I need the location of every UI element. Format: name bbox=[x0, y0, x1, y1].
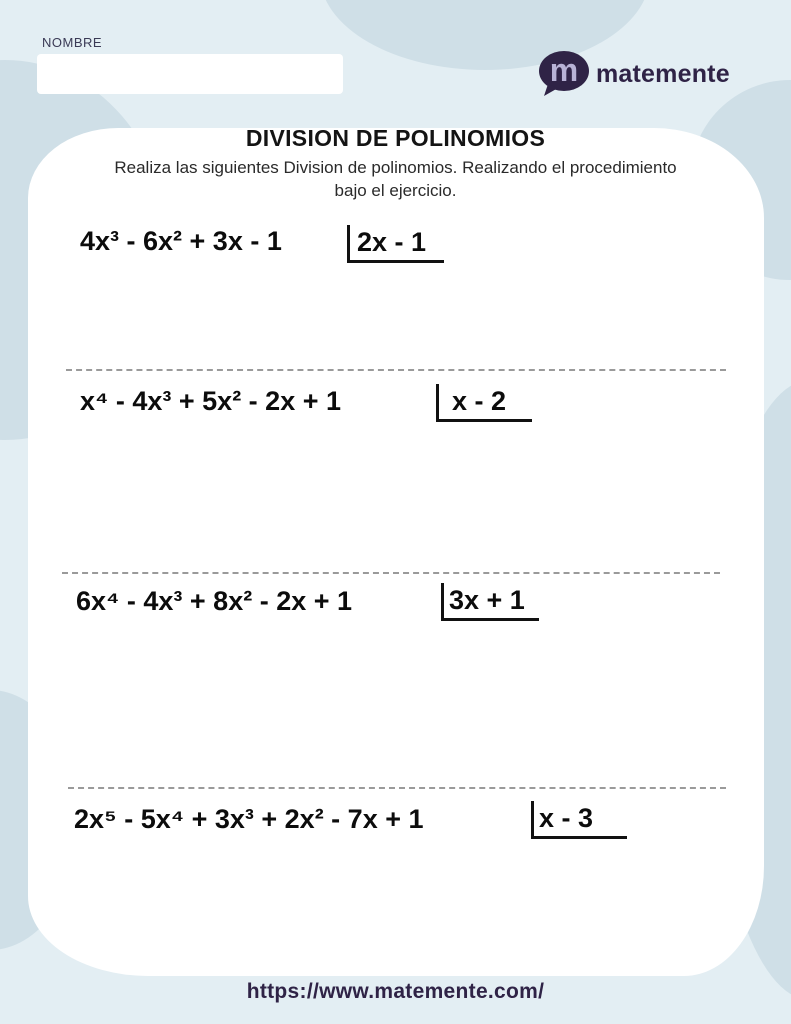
name-field[interactable] bbox=[37, 54, 343, 94]
problem-1-divisor bbox=[347, 225, 444, 263]
separator-line bbox=[62, 572, 720, 574]
divisor-text: x - 2 bbox=[452, 386, 507, 416]
problem-3-dividend: 6x⁴ - 4x³ + 8x² - 2x + 1 bbox=[76, 586, 353, 616]
separator-line bbox=[68, 787, 726, 789]
divisor-text: 2x - 1 bbox=[357, 227, 427, 257]
logo-text: matemente bbox=[596, 59, 730, 88]
worksheet-instructions: Realiza las siguientes Division de polinomios. Realizando el procedimiento bajo el ejercicio. bbox=[114, 158, 677, 200]
separator-line bbox=[66, 369, 726, 371]
problem-3-divisor bbox=[441, 583, 539, 621]
problem-2-dividend: x⁴ - 4x³ + 5x² - 2x + 1 bbox=[80, 386, 341, 416]
footer-url[interactable]: https://www.matemente.com/ bbox=[246, 980, 545, 1003]
matemente-logo bbox=[538, 50, 730, 98]
name-label: NOMBRE bbox=[42, 35, 103, 50]
logo-letter: m bbox=[549, 52, 579, 88]
divisor-text: 3x + 1 bbox=[449, 585, 525, 615]
problem-1-dividend: 4x³ - 6x² + 3x - 1 bbox=[80, 226, 282, 256]
problem-4-divisor bbox=[531, 801, 627, 839]
problem-2-divisor bbox=[436, 384, 532, 422]
divisor-text: x - 3 bbox=[539, 803, 594, 833]
worksheet-title: DIVISION DE POLINOMIOS bbox=[245, 125, 546, 151]
problem-4-dividend: 2x⁵ - 5x⁴ + 3x³ + 2x² - 7x + 1 bbox=[74, 804, 424, 834]
speech-bubble-logo-icon bbox=[538, 50, 590, 98]
